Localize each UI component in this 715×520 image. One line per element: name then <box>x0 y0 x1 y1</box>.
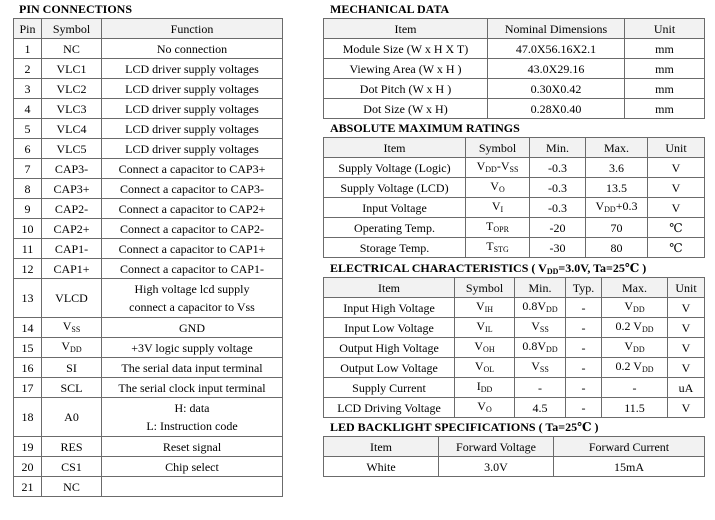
pin-function-cell: No connection <box>102 39 283 59</box>
abs-unit-cell: ℃ <box>648 218 705 238</box>
pin-number-cell: 15 <box>14 338 42 358</box>
value-text: V <box>595 198 605 213</box>
pin-symbol-cell: CAP3+ <box>42 179 102 199</box>
abs-unit-cell: V <box>648 158 705 178</box>
pin-function-cell: Connect a capacitor to CAP1- <box>102 259 283 279</box>
value-subscript: DD <box>641 364 654 374</box>
column-header-symbol: Symbol <box>455 278 515 298</box>
pin-number-cell: 8 <box>14 179 42 199</box>
elec-unit-cell: V <box>668 298 705 318</box>
pin-function-cell: Chip select <box>102 457 283 477</box>
abs-max-cell: 3.6 <box>586 158 648 178</box>
elec-typ-cell: - <box>566 358 602 378</box>
column-header-max: Max. <box>586 138 648 158</box>
column-header-function: Function <box>102 19 283 39</box>
pin-symbol-cell: A0 <box>42 398 102 437</box>
table-row <box>14 139 283 159</box>
pin-symbol-cell: CAP2- <box>42 199 102 219</box>
value-text: I <box>476 378 481 393</box>
pin-symbol-cell: CS1 <box>42 457 102 477</box>
table-row <box>14 398 283 437</box>
elec-symbol-cell <box>455 378 515 398</box>
pin-number-cell: 6 <box>14 139 42 159</box>
table-row <box>14 59 283 79</box>
mech-dimension-cell: 43.0X29.16 <box>488 59 625 79</box>
table-row <box>14 159 283 179</box>
pin-function-cell: LCD driver supply voltages <box>102 139 283 159</box>
value-subscript: DD <box>546 344 558 354</box>
value-subscript: DD <box>485 164 497 174</box>
value-text: V <box>474 358 484 373</box>
table-header-row <box>324 138 705 158</box>
value-subscript: DD <box>633 304 645 314</box>
absolute-maximum-ratings-title: ABSOLUTE MAXIMUM RATINGS <box>330 121 520 135</box>
pin-function-cell: Reset signal <box>102 437 283 457</box>
abs-max-cell: 80 <box>586 238 648 258</box>
column-header-item: Item <box>324 437 439 457</box>
pin-symbol-cell: NC <box>42 39 102 59</box>
mech-dimension-cell: 47.0X56.16X2.1 <box>488 39 625 59</box>
abs-symbol-cell <box>466 178 530 198</box>
abs-unit-cell: ℃ <box>648 238 705 258</box>
mech-item-cell: Viewing Area (W x H ) <box>324 59 488 79</box>
pin-number-cell: 16 <box>14 358 42 378</box>
pin-number-cell: 10 <box>14 219 42 239</box>
value-text: V <box>531 318 540 333</box>
table-row <box>14 199 283 219</box>
value-subscript: STG <box>493 244 509 254</box>
value-text: +0.3 <box>615 198 638 213</box>
value-text: V <box>491 198 501 213</box>
elec-item-cell: Output High Voltage <box>324 338 455 358</box>
table-row <box>324 79 705 99</box>
pin-number-cell: 1 <box>14 39 42 59</box>
value-subscript: SS <box>509 164 519 174</box>
table-row <box>14 437 283 457</box>
table-header-row <box>324 19 705 39</box>
column-header-min: Min. <box>530 138 586 158</box>
value-text: -V <box>496 158 510 173</box>
column-header-typ: Typ. <box>566 278 602 298</box>
pin-symbol-cell: RES <box>42 437 102 457</box>
pin-symbol-cell: VLC5 <box>42 139 102 159</box>
elec-min-cell <box>515 318 566 338</box>
value-text: V <box>490 178 499 193</box>
pin-number-cell: 21 <box>14 477 42 497</box>
abs-symbol-cell <box>466 198 530 218</box>
mechanical-data-title: MECHANICAL DATA <box>330 2 450 16</box>
abs-min-cell: -0.3 <box>530 198 586 218</box>
elec-typ-cell: - <box>566 318 602 338</box>
column-header-unit: Unit <box>625 19 705 39</box>
abs-symbol-cell <box>466 238 530 258</box>
table-row <box>324 238 705 258</box>
elec-unit-cell: V <box>668 358 705 378</box>
abs-item-cell: Supply Voltage (LCD) <box>324 178 466 198</box>
column-header-unit: Unit <box>648 138 705 158</box>
pin-function-cell: Connect a capacitor to CAP2- <box>102 219 283 239</box>
pin-symbol-cell: CAP1- <box>42 239 102 259</box>
value-text: V <box>477 398 486 413</box>
pin-function-cell: Connect a capacitor to CAP3+ <box>102 159 283 179</box>
pin-function-cell: GND <box>102 318 283 338</box>
value-text: V <box>475 298 485 313</box>
table-row <box>324 457 705 477</box>
mech-unit-cell: mm <box>625 59 705 79</box>
table-row <box>14 179 283 199</box>
pin-number-cell: 18 <box>14 398 42 437</box>
table-row <box>14 259 283 279</box>
table-header-row <box>324 437 705 457</box>
pin-symbol-cell <box>42 318 102 338</box>
value-subscript: OPR <box>493 224 509 234</box>
table-row <box>14 338 283 358</box>
elec-min-cell <box>515 338 566 358</box>
table-row <box>324 218 705 238</box>
led-backlight-title: LED BACKLIGHT SPECIFICATIONS ( Ta=25℃ ) <box>330 420 599 434</box>
abs-symbol-cell <box>466 158 530 178</box>
column-header-symbol: Symbol <box>466 138 530 158</box>
table-row <box>324 158 705 178</box>
value-text: V <box>476 158 486 173</box>
elec-symbol-cell <box>455 358 515 378</box>
led-forward-voltage-cell: 3.0V <box>439 457 554 477</box>
table-row <box>324 318 705 338</box>
abs-max-cell: 70 <box>586 218 648 238</box>
mech-dimension-cell: 0.28X0.40 <box>488 99 625 119</box>
table-row <box>324 378 705 398</box>
value-text: T <box>486 238 494 253</box>
pin-number-cell: 9 <box>14 199 42 219</box>
elec-max-cell <box>602 338 668 358</box>
pin-symbol-cell: SI <box>42 358 102 378</box>
pin-symbol-cell: SCL <box>42 378 102 398</box>
pin-symbol-cell <box>42 338 102 358</box>
led-backlight-table <box>323 436 705 477</box>
table-row <box>324 178 705 198</box>
column-header-pin: Pin <box>14 19 42 39</box>
elec-unit-cell: V <box>668 398 705 418</box>
table-row <box>324 99 705 119</box>
elec-item-cell: LCD Driving Voltage <box>324 398 455 418</box>
pin-function-cell <box>102 398 283 437</box>
elec-symbol-cell <box>455 318 515 338</box>
value-subscript: SS <box>539 364 549 374</box>
function-line: connect a capacitor to Vss <box>129 300 255 314</box>
value-text: 4.5 <box>532 400 548 415</box>
pin-function-cell: Connect a capacitor to CAP1+ <box>102 239 283 259</box>
elec-unit-cell: uA <box>668 378 705 398</box>
mech-unit-cell: mm <box>625 39 705 59</box>
elec-item-cell: Input High Voltage <box>324 298 455 318</box>
column-header-unit: Unit <box>668 278 705 298</box>
pin-function-cell: LCD driver supply voltages <box>102 79 283 99</box>
pin-number-cell: 12 <box>14 259 42 279</box>
value-subscript: OL <box>483 364 495 374</box>
value-subscript: OH <box>483 344 495 354</box>
pin-function-cell: LCD driver supply voltages <box>102 119 283 139</box>
function-line: L: Instruction code <box>146 419 238 433</box>
value-text: - <box>632 380 637 395</box>
elec-max-cell <box>602 358 668 378</box>
value-subscript: O <box>498 184 505 194</box>
elec-typ-cell: - <box>566 298 602 318</box>
pin-number-cell: 7 <box>14 159 42 179</box>
mech-unit-cell: mm <box>625 99 705 119</box>
abs-max-cell: 13.5 <box>586 178 648 198</box>
value-text: 0.8V <box>522 298 547 313</box>
table-row <box>14 477 283 497</box>
abs-item-cell: Operating Temp. <box>324 218 466 238</box>
function-line: H: data <box>174 401 210 415</box>
column-header-min: Min. <box>515 278 566 298</box>
value-text: V <box>624 298 634 313</box>
table-row <box>14 239 283 259</box>
value-text: V <box>624 338 634 353</box>
table-row <box>14 119 283 139</box>
value-subscript: IH <box>484 304 494 314</box>
abs-item-cell: Input Voltage <box>324 198 466 218</box>
table-row <box>14 358 283 378</box>
pin-symbol-cell: NC <box>42 477 102 497</box>
table-row <box>14 318 283 338</box>
value-subscript: DD <box>641 324 654 334</box>
elec-symbol-cell <box>455 338 515 358</box>
mech-unit-cell: mm <box>625 79 705 99</box>
pin-function-cell: LCD driver supply voltages <box>102 99 283 119</box>
function-line: High voltage lcd supply <box>134 282 250 296</box>
pin-number-cell: 11 <box>14 239 42 259</box>
table-row <box>14 279 283 318</box>
abs-item-cell: Storage Temp. <box>324 238 466 258</box>
table-row <box>324 338 705 358</box>
elec-min-cell <box>515 398 566 418</box>
value-subscript: O <box>485 404 492 414</box>
pin-function-cell: Connect a capacitor to CAP2+ <box>102 199 283 219</box>
elec-item-cell: Supply Current <box>324 378 455 398</box>
pin-number-cell: 3 <box>14 79 42 99</box>
pin-connections-title: PIN CONNECTIONS <box>19 2 133 16</box>
column-header-max: Max. <box>602 278 668 298</box>
pin-number-cell: 20 <box>14 457 42 477</box>
elec-symbol-cell <box>455 298 515 318</box>
value-subscript: IL <box>485 324 493 334</box>
electrical-characteristics-title: ELECTRICAL CHARACTERISTICS ( $V_{DD}=3.0V$, Ta=25℃ ) <box>330 261 647 276</box>
elec-typ-cell: - <box>566 398 602 418</box>
pin-symbol-cell: VLC1 <box>42 59 102 79</box>
elec-max-cell <box>602 318 668 338</box>
table-row <box>324 198 705 218</box>
abs-symbol-cell <box>466 218 530 238</box>
column-header-forward-voltage: Forward Voltage <box>439 437 554 457</box>
column-header-nominal-dimensions: Nominal Dimensions <box>488 19 625 39</box>
abs-unit-cell: V <box>648 198 705 218</box>
symbol-text: V <box>62 318 72 333</box>
value-subscript: DD <box>633 344 645 354</box>
table-header-row <box>324 278 705 298</box>
value-text: 0.2 V <box>615 318 642 333</box>
pin-number-cell: 4 <box>14 99 42 119</box>
value-text: 11.5 <box>624 400 645 415</box>
pin-number-cell: 14 <box>14 318 42 338</box>
elec-max-cell <box>602 378 668 398</box>
elec-unit-cell: V <box>668 318 705 338</box>
abs-min-cell: -30 <box>530 238 586 258</box>
abs-item-cell: Supply Voltage (Logic) <box>324 158 466 178</box>
elec-max-cell <box>602 298 668 318</box>
pin-number-cell: 17 <box>14 378 42 398</box>
column-header-symbol: Symbol <box>42 19 102 39</box>
table-header-row <box>14 19 283 39</box>
pin-function-cell: LCD driver supply voltages <box>102 59 283 79</box>
table-row <box>324 358 705 378</box>
value-text: - <box>538 380 542 395</box>
led-forward-current-cell: 15mA <box>554 457 705 477</box>
pin-function-cell <box>102 279 283 318</box>
table-row <box>14 99 283 119</box>
symbol-subscript: DD <box>70 344 82 354</box>
elec-typ-cell: - <box>566 378 602 398</box>
absolute-maximum-ratings-table <box>323 137 705 258</box>
symbol-subscript: SS <box>71 324 81 334</box>
value-text: T <box>486 218 494 233</box>
mech-dimension-cell: 0.30X0.42 <box>488 79 625 99</box>
abs-min-cell: -0.3 <box>530 158 586 178</box>
mech-item-cell: Module Size (W x H X T) <box>324 39 488 59</box>
elec-typ-cell: - <box>566 338 602 358</box>
table-row <box>14 79 283 99</box>
column-header-item: Item <box>324 278 455 298</box>
pin-connections-table <box>13 18 283 497</box>
abs-min-cell: -20 <box>530 218 586 238</box>
pin-function-cell: Connect a capacitor to CAP3- <box>102 179 283 199</box>
value-text: V <box>476 318 486 333</box>
pin-function-cell: +3V logic supply voltage <box>102 338 283 358</box>
table-row <box>324 39 705 59</box>
pin-function-cell <box>102 477 283 497</box>
table-row <box>324 398 705 418</box>
table-row <box>14 39 283 59</box>
mech-item-cell: Dot Size (W x H) <box>324 99 488 119</box>
column-header-item: Item <box>324 19 488 39</box>
value-text: V <box>474 338 484 353</box>
elec-unit-cell: V <box>668 338 705 358</box>
elec-item-cell: Output Low Voltage <box>324 358 455 378</box>
electrical-characteristics-table <box>323 277 705 418</box>
abs-min-cell: -0.3 <box>530 178 586 198</box>
value-subscript: DD <box>546 304 558 314</box>
pin-symbol-cell: CAP2+ <box>42 219 102 239</box>
pin-number-cell: 19 <box>14 437 42 457</box>
elec-item-cell: Input Low Voltage <box>324 318 455 338</box>
pin-number-cell: 13 <box>14 279 42 318</box>
value-subscript: SS <box>539 324 549 334</box>
table-row <box>324 298 705 318</box>
table-row <box>14 219 283 239</box>
value-subscript: DD <box>480 384 493 394</box>
pin-symbol-cell: VLCD <box>42 279 102 318</box>
pin-function-cell: The serial data input terminal <box>102 358 283 378</box>
pin-symbol-cell: VLC4 <box>42 119 102 139</box>
elec-min-cell <box>515 298 566 318</box>
table-row <box>14 457 283 477</box>
column-header-item: Item <box>324 138 466 158</box>
symbol-text: V <box>61 338 71 353</box>
mechanical-data-table <box>323 18 705 119</box>
value-text: V <box>531 358 540 373</box>
value-subscript: I <box>500 204 504 214</box>
mech-item-cell: Dot Pitch (W x H ) <box>324 79 488 99</box>
pin-symbol-cell: VLC3 <box>42 99 102 119</box>
pin-number-cell: 2 <box>14 59 42 79</box>
value-text: 0.8V <box>522 338 547 353</box>
elec-min-cell <box>515 358 566 378</box>
column-header-forward-current: Forward Current <box>554 437 705 457</box>
elec-min-cell <box>515 378 566 398</box>
abs-max-cell <box>586 198 648 218</box>
elec-max-cell <box>602 398 668 418</box>
table-row <box>14 378 283 398</box>
table-row <box>324 59 705 79</box>
value-text: 0.2 V <box>615 358 642 373</box>
pin-number-cell: 5 <box>14 119 42 139</box>
elec-symbol-cell <box>455 398 515 418</box>
pin-symbol-cell: CAP1+ <box>42 259 102 279</box>
led-item-cell: White <box>324 457 439 477</box>
pin-function-cell: The serial clock input terminal <box>102 378 283 398</box>
pin-symbol-cell: CAP3- <box>42 159 102 179</box>
pin-symbol-cell: VLC2 <box>42 79 102 99</box>
value-subscript: DD <box>604 204 616 214</box>
abs-unit-cell: V <box>648 178 705 198</box>
